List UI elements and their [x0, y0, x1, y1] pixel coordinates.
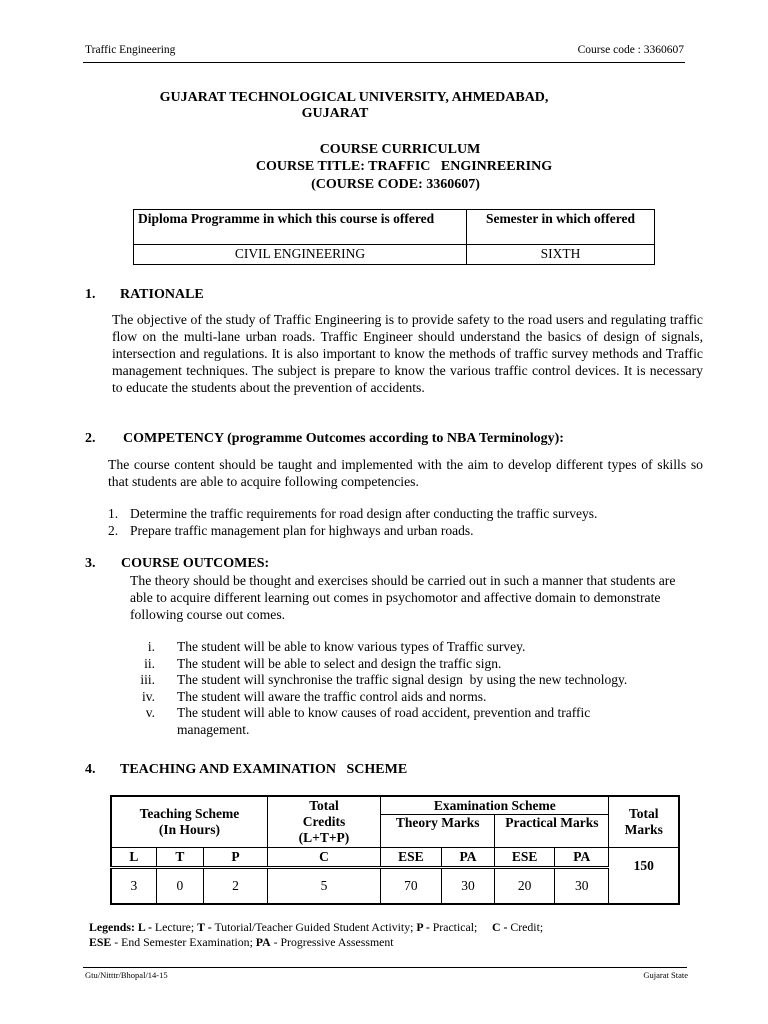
section-1-number: 1.: [85, 287, 96, 302]
list-item: [108, 523, 708, 540]
competency-text: The course content should be taught and implemented with the aim to develop different types of skills so that students are able to acquire following competencies.: [108, 457, 703, 489]
footer-rule: [83, 967, 687, 968]
rationale-text: The objective of the study of Traffic Engineering is to provide safety to the road users and regulating traffic flow on the multi-lane urban roads. Traffic Engineer should understand the basics of design of signals, intersection and regulations. It is also important to know the methods of traffic survey methods and Traffic management techniques. The subject is prepare to know the various traffic control devices. It is necessary to educate the students about the prevention of accidents.: [112, 312, 703, 395]
list-marker: v.: [145, 705, 155, 721]
legend-block: [89, 920, 689, 950]
value-p: 2: [204, 868, 268, 904]
university-line1: GUJARAT TECHNOLOGICAL UNIVERSITY, AHMEDABAD,: [159, 90, 549, 105]
list-text: Prepare traffic management plan for highways and urban roads.: [130, 522, 474, 538]
theory-marks-header: Theory Marks: [381, 815, 495, 848]
outcomes-text: The theory should be thought and exercises should be carried out in such a manner that students are able to acquire different learning out comes in psychomotor and affective domain to demonstrate following course out comes.: [130, 573, 676, 622]
legend-pa-text: - Progressive Assessment: [270, 935, 394, 949]
section-2-number: 2.: [85, 431, 96, 446]
course-title: COURSE TITLE: TRAFFIC ENGINREERING: [255, 159, 553, 174]
list-text: The student will aware the traffic control aids and norms.: [177, 688, 487, 704]
list-text: Determine the traffic requirements for road design after conducting the traffic surveys.: [130, 506, 598, 521]
course-code: (COURSE CODE: 3360607): [311, 177, 480, 192]
value-ese-theory: 70: [381, 868, 442, 904]
header-course-code: Course code : 3360607: [577, 44, 684, 56]
legend-t-key: T -: [197, 920, 212, 934]
sub-header-p: P: [204, 848, 268, 868]
legend-t-text: Tutorial/Teacher Guided Student Activity;: [211, 920, 417, 934]
course-curriculum: COURSE CURRICULUM: [319, 142, 481, 157]
list-text: The student will be able to know various types of Traffic survey.: [177, 639, 526, 654]
sub-header-t: T: [156, 848, 203, 868]
sub-header-pa-practical: PA: [554, 848, 609, 868]
header-course-name: Traffic Engineering: [85, 44, 176, 56]
legend-label: Legends:: [89, 920, 135, 934]
legend-l-key: L -: [137, 920, 152, 934]
outcomes-list: [130, 639, 710, 739]
section-2-heading: COMPETENCY (programme Outcomes according to NBA Terminology):: [123, 431, 564, 446]
legend-c-key: C -: [492, 920, 508, 934]
programme-value: CIVIL ENGINEERING: [134, 245, 467, 265]
legend-p-key: P -: [416, 920, 430, 934]
exam-scheme-header: Examination Scheme: [381, 796, 609, 815]
value-pa-theory: 30: [441, 868, 495, 904]
list-text: The student will be able to select and design the traffic sign.: [177, 655, 502, 671]
header-rule: [83, 62, 685, 63]
list-item: [130, 672, 710, 689]
list-marker: i.: [147, 639, 155, 654]
sub-header-l: L: [111, 848, 156, 868]
legend-ese-key: ESE: [89, 935, 112, 949]
value-l: 3: [111, 868, 156, 904]
legend-pa-key: PA: [255, 935, 271, 949]
competency-list: [108, 506, 708, 539]
list-item: [130, 689, 710, 706]
legend-p-text: Practical;: [429, 920, 493, 934]
sub-header-c: C: [267, 848, 380, 868]
sub-header-pa-theory: PA: [441, 848, 495, 868]
sub-header-ese-theory: ESE: [381, 848, 442, 868]
semester-header: Semester in which offered: [467, 210, 655, 245]
list-marker: iii.: [140, 672, 155, 688]
list-item: [130, 705, 710, 738]
semester-value: SIXTH: [467, 245, 655, 265]
list-item: [108, 506, 708, 523]
list-text: The student will able to know causes of road accident, prevention and traffic management.: [177, 705, 591, 737]
list-marker: iv.: [142, 688, 155, 704]
total-marks-value: 150: [609, 848, 679, 904]
programme-table: [133, 209, 655, 265]
scheme-table: [110, 795, 680, 905]
section-3-number: 3.: [85, 556, 96, 571]
list-text: The student will synchronise the traffic signal design by using the new technology.: [177, 672, 628, 688]
list-marker: 1.: [108, 506, 119, 521]
section-4-number: 4.: [85, 762, 96, 777]
list-marker: ii.: [144, 655, 155, 671]
value-c: 5: [267, 868, 380, 904]
value-t: 0: [156, 868, 203, 904]
total-marks-header: Total Marks: [609, 796, 679, 848]
practical-marks-header: Practical Marks: [495, 815, 609, 848]
value-ese-practical: 20: [495, 868, 555, 904]
footer-right: Gujarat State: [643, 970, 688, 980]
value-pa-practical: 30: [554, 868, 609, 904]
legend-l-text: Lecture;: [151, 920, 198, 934]
legend-ese-text: - End Semester Examination;: [111, 935, 256, 949]
list-item: [130, 639, 710, 656]
sub-header-ese-practical: ESE: [495, 848, 555, 868]
total-credits-header: Total Credits (L+T+P): [267, 796, 380, 848]
legend-c-text: Credit;: [507, 920, 544, 934]
university-line2: GUJARAT: [301, 106, 369, 121]
section-1-heading: RATIONALE: [120, 287, 204, 302]
list-marker: 2.: [108, 522, 119, 538]
footer-left: Gtu/Nitttr/Bhopal/14-15: [85, 970, 168, 980]
list-item: [130, 656, 710, 673]
section-4-heading: TEACHING AND EXAMINATION SCHEME: [120, 762, 408, 777]
section-3-heading: COURSE OUTCOMES:: [121, 556, 270, 571]
teaching-scheme-header: Teaching Scheme (In Hours): [111, 796, 267, 848]
programme-header: Diploma Programme in which this course is offered: [134, 210, 467, 245]
